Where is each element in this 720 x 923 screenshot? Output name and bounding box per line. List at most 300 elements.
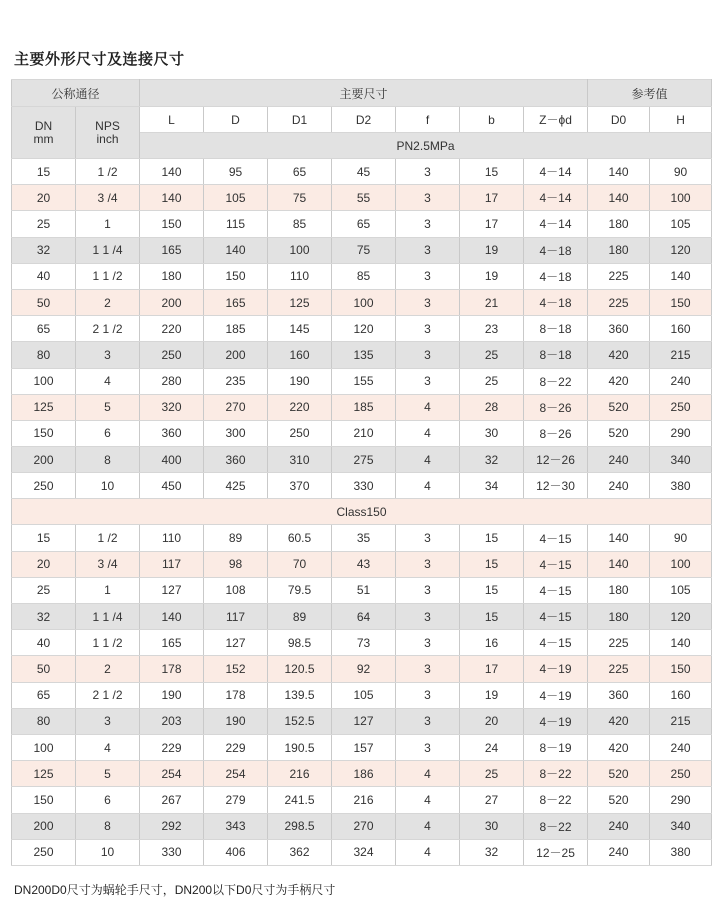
table-row — [12, 185, 712, 211]
table-cell: 15 — [12, 159, 76, 185]
table-cell: 12－26 — [524, 447, 588, 473]
table-row — [12, 682, 712, 708]
table-cell: 4－19 — [524, 708, 588, 734]
table-cell: 3 — [396, 342, 460, 368]
table-cell: 140 — [588, 185, 650, 211]
table-cell: 8 — [76, 813, 140, 839]
table-cell: 19 — [460, 263, 524, 289]
table-cell: 240 — [650, 368, 712, 394]
table-cell: 92 — [332, 656, 396, 682]
table-cell: 140 — [588, 159, 650, 185]
header-col-d0: D0 — [588, 107, 650, 133]
table-cell: 20 — [12, 551, 76, 577]
table-cell: 27 — [460, 787, 524, 813]
table-cell: 4 — [76, 368, 140, 394]
table-cell: 3 — [396, 630, 460, 656]
table-cell: 25 — [12, 211, 76, 237]
table-cell: 380 — [650, 839, 712, 865]
table-row — [12, 420, 712, 446]
table-cell: 200 — [204, 342, 268, 368]
table-cell: 89 — [204, 525, 268, 551]
table-cell: 250 — [12, 839, 76, 865]
table-cell: 5 — [76, 394, 140, 420]
table-cell: 20 — [12, 185, 76, 211]
table-cell: 150 — [140, 211, 204, 237]
table-cell: 12－30 — [524, 473, 588, 499]
table-cell: 1 /2 — [76, 525, 140, 551]
header-nominal-diameter: 公称通径 — [12, 80, 140, 107]
table-cell: 3 — [396, 577, 460, 603]
table-cell: 152.5 — [268, 708, 332, 734]
table-cell: 2 — [76, 656, 140, 682]
table-cell: 250 — [140, 342, 204, 368]
table-row — [12, 394, 712, 420]
table-cell: 3 — [396, 211, 460, 237]
table-cell: 362 — [268, 839, 332, 865]
table-cell: 380 — [650, 473, 712, 499]
table-cell: 15 — [12, 525, 76, 551]
table-cell: 3 /4 — [76, 185, 140, 211]
table-cell: 45 — [332, 159, 396, 185]
table-cell: 75 — [332, 237, 396, 263]
table-cell: 3 — [396, 263, 460, 289]
table-cell: 120.5 — [268, 656, 332, 682]
table-cell: 32 — [460, 447, 524, 473]
table-cell: 229 — [140, 734, 204, 760]
table-cell: 65 — [12, 316, 76, 342]
table-cell: 180 — [588, 211, 650, 237]
table-cell: 3 — [396, 289, 460, 315]
table-cell: 35 — [332, 525, 396, 551]
table-row — [12, 289, 712, 315]
table-cell: 25 — [12, 577, 76, 603]
table-cell: 360 — [204, 447, 268, 473]
table-cell: 19 — [460, 682, 524, 708]
table-cell: 21 — [460, 289, 524, 315]
table-cell: 110 — [140, 525, 204, 551]
table-cell: 140 — [140, 604, 204, 630]
header-col-d1: D1 — [268, 107, 332, 133]
table-cell: 3 — [396, 525, 460, 551]
table-row — [12, 473, 712, 499]
table-cell: 3 — [396, 656, 460, 682]
table-cell: 65 — [332, 211, 396, 237]
header-reference-values: 参考值 — [588, 80, 712, 107]
header-main-dimensions: 主要尺寸 — [140, 80, 588, 107]
table-cell: 200 — [12, 447, 76, 473]
table-cell: 115 — [204, 211, 268, 237]
table-cell: 1 1 /4 — [76, 237, 140, 263]
table-cell: 240 — [588, 813, 650, 839]
table-cell: 2 1 /2 — [76, 316, 140, 342]
table-cell: 165 — [204, 289, 268, 315]
table-cell: 220 — [268, 394, 332, 420]
table-cell: 105 — [204, 185, 268, 211]
table-cell: 140 — [140, 185, 204, 211]
table-cell: 43 — [332, 551, 396, 577]
table-cell: 520 — [588, 761, 650, 787]
table-cell: 4－19 — [524, 656, 588, 682]
table-cell: 65 — [268, 159, 332, 185]
table-cell: 79.5 — [268, 577, 332, 603]
table-cell: 3 — [396, 185, 460, 211]
table-cell: 8－19 — [524, 734, 588, 760]
table-cell: 215 — [650, 342, 712, 368]
table-cell: 360 — [588, 682, 650, 708]
table-cell: 15 — [460, 577, 524, 603]
table-cell: 89 — [268, 604, 332, 630]
table-cell: 310 — [268, 447, 332, 473]
table-cell: 3 — [396, 682, 460, 708]
table-cell: 125 — [268, 289, 332, 315]
table-cell: 400 — [140, 447, 204, 473]
table-cell: 200 — [140, 289, 204, 315]
table-cell: 108 — [204, 577, 268, 603]
table-cell: 203 — [140, 708, 204, 734]
table-cell: 1 1 /2 — [76, 263, 140, 289]
table-row — [12, 708, 712, 734]
table-cell: 105 — [332, 682, 396, 708]
table-cell: 3 /4 — [76, 551, 140, 577]
table-cell: 178 — [204, 682, 268, 708]
table-cell: 17 — [460, 211, 524, 237]
table-cell: 360 — [140, 420, 204, 446]
table-cell: 360 — [588, 316, 650, 342]
table-cell: 120 — [332, 316, 396, 342]
table-cell: 135 — [332, 342, 396, 368]
table-row — [12, 316, 712, 342]
table-cell: 190 — [268, 368, 332, 394]
header-col-l: L — [140, 107, 204, 133]
table-cell: 155 — [332, 368, 396, 394]
table-cell: 10 — [76, 839, 140, 865]
table-cell: 4－18 — [524, 237, 588, 263]
table-row — [12, 839, 712, 865]
page-title: 主要外形尺寸及连接尺寸 — [14, 51, 185, 68]
table-cell: 420 — [588, 734, 650, 760]
table-cell: 330 — [332, 473, 396, 499]
table-cell: 178 — [140, 656, 204, 682]
table-cell: 125 — [12, 761, 76, 787]
table-cell: 4－15 — [524, 604, 588, 630]
table-cell: 105 — [650, 577, 712, 603]
table-cell: 290 — [650, 787, 712, 813]
table-cell: 127 — [332, 708, 396, 734]
table-cell: 34 — [460, 473, 524, 499]
table-cell: 340 — [650, 447, 712, 473]
table-cell: 98 — [204, 551, 268, 577]
table-cell: 520 — [588, 420, 650, 446]
table-cell: 110 — [268, 263, 332, 289]
table-row — [12, 656, 712, 682]
table-cell: 40 — [12, 630, 76, 656]
table-cell: 19 — [460, 237, 524, 263]
table-cell: 225 — [588, 263, 650, 289]
table-row — [12, 211, 712, 237]
table-cell: 70 — [268, 551, 332, 577]
table-cell: 5 — [76, 761, 140, 787]
table-cell: 80 — [12, 708, 76, 734]
table-cell: 2 — [76, 289, 140, 315]
table-cell: 250 — [650, 761, 712, 787]
table-cell: 324 — [332, 839, 396, 865]
section-label-class150: Class150 — [12, 499, 712, 525]
table-cell: 3 — [396, 734, 460, 760]
table-cell: 4－18 — [524, 289, 588, 315]
table-cell: 150 — [12, 420, 76, 446]
table-cell: 420 — [588, 342, 650, 368]
table-cell: 1 — [76, 211, 140, 237]
table-cell: 145 — [268, 316, 332, 342]
table-cell: 24 — [460, 734, 524, 760]
header-col-d: D — [204, 107, 268, 133]
table-cell: 4 — [396, 420, 460, 446]
table-cell: 450 — [140, 473, 204, 499]
table-row — [12, 237, 712, 263]
table-cell: 250 — [268, 420, 332, 446]
table-row — [12, 342, 712, 368]
table-cell: 6 — [76, 787, 140, 813]
table-cell: 64 — [332, 604, 396, 630]
table-cell: 1 1 /4 — [76, 604, 140, 630]
table-row — [12, 630, 712, 656]
table-cell: 4－14 — [524, 185, 588, 211]
table-cell: 15 — [460, 159, 524, 185]
table-cell: 10 — [76, 473, 140, 499]
table-cell: 25 — [460, 342, 524, 368]
table-cell: 8－22 — [524, 813, 588, 839]
header-dn-unit: mm — [33, 131, 54, 146]
table-cell: 150 — [650, 656, 712, 682]
table-cell: 190 — [204, 708, 268, 734]
table-cell: 1 — [76, 577, 140, 603]
table-cell: 17 — [460, 656, 524, 682]
table-cell: 73 — [332, 630, 396, 656]
table-cell: 8－22 — [524, 368, 588, 394]
table-cell: 157 — [332, 734, 396, 760]
table-cell: 279 — [204, 787, 268, 813]
table-cell: 4－18 — [524, 263, 588, 289]
table-cell: 90 — [650, 159, 712, 185]
table-cell: 4－14 — [524, 159, 588, 185]
table-cell: 3 — [396, 159, 460, 185]
table-cell: 3 — [396, 551, 460, 577]
table-cell: 3 — [396, 316, 460, 342]
table-cell: 23 — [460, 316, 524, 342]
table-cell: 12－25 — [524, 839, 588, 865]
table-cell: 140 — [650, 263, 712, 289]
table-cell: 190.5 — [268, 734, 332, 760]
table-cell: 3 — [396, 708, 460, 734]
table-cell: 4－14 — [524, 211, 588, 237]
table-cell: 55 — [332, 185, 396, 211]
table-cell: 250 — [12, 473, 76, 499]
header-col-f: f — [396, 107, 460, 133]
table-cell: 140 — [204, 237, 268, 263]
table-cell: 8－22 — [524, 787, 588, 813]
header-nps-label: NPS — [95, 118, 120, 133]
table-cell: 320 — [140, 394, 204, 420]
table-cell: 240 — [588, 839, 650, 865]
table-cell: 4－19 — [524, 682, 588, 708]
table-row — [12, 525, 712, 551]
table-cell: 127 — [140, 577, 204, 603]
table-row — [12, 368, 712, 394]
table-cell: 225 — [588, 630, 650, 656]
table-cell: 25 — [460, 368, 524, 394]
table-cell: 32 — [12, 604, 76, 630]
table-row — [12, 787, 712, 813]
table-cell: 180 — [588, 604, 650, 630]
table-cell: 60.5 — [268, 525, 332, 551]
table-row — [12, 604, 712, 630]
header-nps — [76, 107, 140, 159]
table-cell: 240 — [588, 473, 650, 499]
table-cell: 4 — [396, 787, 460, 813]
table-cell: 3 — [396, 237, 460, 263]
table-cell: 20 — [460, 708, 524, 734]
header-col-z-phi-d: Z－ϕd — [524, 107, 588, 133]
table-cell: 65 — [12, 682, 76, 708]
table-cell: 180 — [588, 577, 650, 603]
table-cell: 425 — [204, 473, 268, 499]
table-cell: 3 — [396, 368, 460, 394]
table-cell: 140 — [650, 630, 712, 656]
table-cell: 150 — [204, 263, 268, 289]
section-class150-rows — [12, 525, 712, 865]
table-cell: 100 — [650, 551, 712, 577]
section-pn25-rows — [12, 159, 712, 499]
table-cell: 100 — [12, 368, 76, 394]
table-cell: 300 — [204, 420, 268, 446]
table-cell: 165 — [140, 237, 204, 263]
table-cell: 343 — [204, 813, 268, 839]
table-cell: 4 — [396, 839, 460, 865]
table-cell: 80 — [12, 342, 76, 368]
table-cell: 185 — [204, 316, 268, 342]
table-cell: 290 — [650, 420, 712, 446]
table-cell: 30 — [460, 420, 524, 446]
table-cell: 2 1 /2 — [76, 682, 140, 708]
table-cell: 15 — [460, 551, 524, 577]
table-cell: 240 — [588, 447, 650, 473]
table-cell: 25 — [460, 761, 524, 787]
table-cell: 50 — [12, 656, 76, 682]
header-col-b: b — [460, 107, 524, 133]
table-cell: 117 — [204, 604, 268, 630]
table-cell: 185 — [332, 394, 396, 420]
table-cell: 15 — [460, 525, 524, 551]
table-row — [12, 761, 712, 787]
table-cell: 3 — [76, 708, 140, 734]
table-cell: 229 — [204, 734, 268, 760]
table-cell: 270 — [204, 394, 268, 420]
table-cell: 160 — [268, 342, 332, 368]
table-cell: 8－26 — [524, 394, 588, 420]
table-cell: 4 — [396, 394, 460, 420]
table-cell: 4 — [396, 761, 460, 787]
table-row — [12, 263, 712, 289]
table-cell: 250 — [650, 394, 712, 420]
table-cell: 139.5 — [268, 682, 332, 708]
table-cell: 8 — [76, 447, 140, 473]
table-cell: 98.5 — [268, 630, 332, 656]
section-label-pn25: PN2.5MPa — [140, 133, 712, 159]
table-cell: 100 — [268, 237, 332, 263]
table-cell: 8－18 — [524, 342, 588, 368]
table-row — [12, 447, 712, 473]
table-cell: 298.5 — [268, 813, 332, 839]
table-cell: 90 — [650, 525, 712, 551]
table-cell: 120 — [650, 604, 712, 630]
table-cell: 32 — [12, 237, 76, 263]
table-cell: 75 — [268, 185, 332, 211]
table-cell: 4－15 — [524, 630, 588, 656]
table-row — [12, 734, 712, 760]
table-cell: 95 — [204, 159, 268, 185]
table-cell: 117 — [140, 551, 204, 577]
table-cell: 50 — [12, 289, 76, 315]
table-cell: 85 — [268, 211, 332, 237]
table-cell: 330 — [140, 839, 204, 865]
table-row — [12, 551, 712, 577]
table-cell: 4－15 — [524, 525, 588, 551]
table-cell: 186 — [332, 761, 396, 787]
table-cell: 216 — [268, 761, 332, 787]
table-cell: 340 — [650, 813, 712, 839]
table-cell: 420 — [588, 708, 650, 734]
table-cell: 32 — [460, 839, 524, 865]
table-cell: 220 — [140, 316, 204, 342]
table-cell: 4－15 — [524, 577, 588, 603]
table-cell: 4 — [396, 473, 460, 499]
table-cell: 120 — [650, 237, 712, 263]
table-cell: 51 — [332, 577, 396, 603]
table-cell: 4－15 — [524, 551, 588, 577]
header-col-d2: D2 — [332, 107, 396, 133]
table-row — [12, 577, 712, 603]
table-row — [12, 813, 712, 839]
table-cell: 270 — [332, 813, 396, 839]
table-cell: 370 — [268, 473, 332, 499]
footnote: DN200D0尺寸为蜗轮手尺寸，DN200以下D0尺寸为手柄尺寸 — [14, 883, 336, 897]
table-cell: 292 — [140, 813, 204, 839]
table-cell: 105 — [650, 211, 712, 237]
table-cell: 215 — [650, 708, 712, 734]
table-cell: 406 — [204, 839, 268, 865]
table-cell: 3 — [76, 342, 140, 368]
table-cell: 190 — [140, 682, 204, 708]
table-cell: 1 1 /2 — [76, 630, 140, 656]
header-nps-unit: inch — [96, 131, 119, 146]
table-cell: 6 — [76, 420, 140, 446]
table-cell: 3 — [396, 604, 460, 630]
table-cell: 180 — [588, 237, 650, 263]
header-dn-label: DN — [34, 118, 53, 133]
table-cell: 4 — [396, 813, 460, 839]
table-cell: 28 — [460, 394, 524, 420]
table-cell: 15 — [460, 604, 524, 630]
table-cell: 100 — [650, 185, 712, 211]
table-cell: 100 — [12, 734, 76, 760]
table-cell: 4 — [76, 734, 140, 760]
table-cell: 140 — [588, 551, 650, 577]
table-cell: 125 — [12, 394, 76, 420]
table-cell: 280 — [140, 368, 204, 394]
table-cell: 520 — [588, 787, 650, 813]
table-cell: 40 — [12, 263, 76, 289]
table-cell: 235 — [204, 368, 268, 394]
